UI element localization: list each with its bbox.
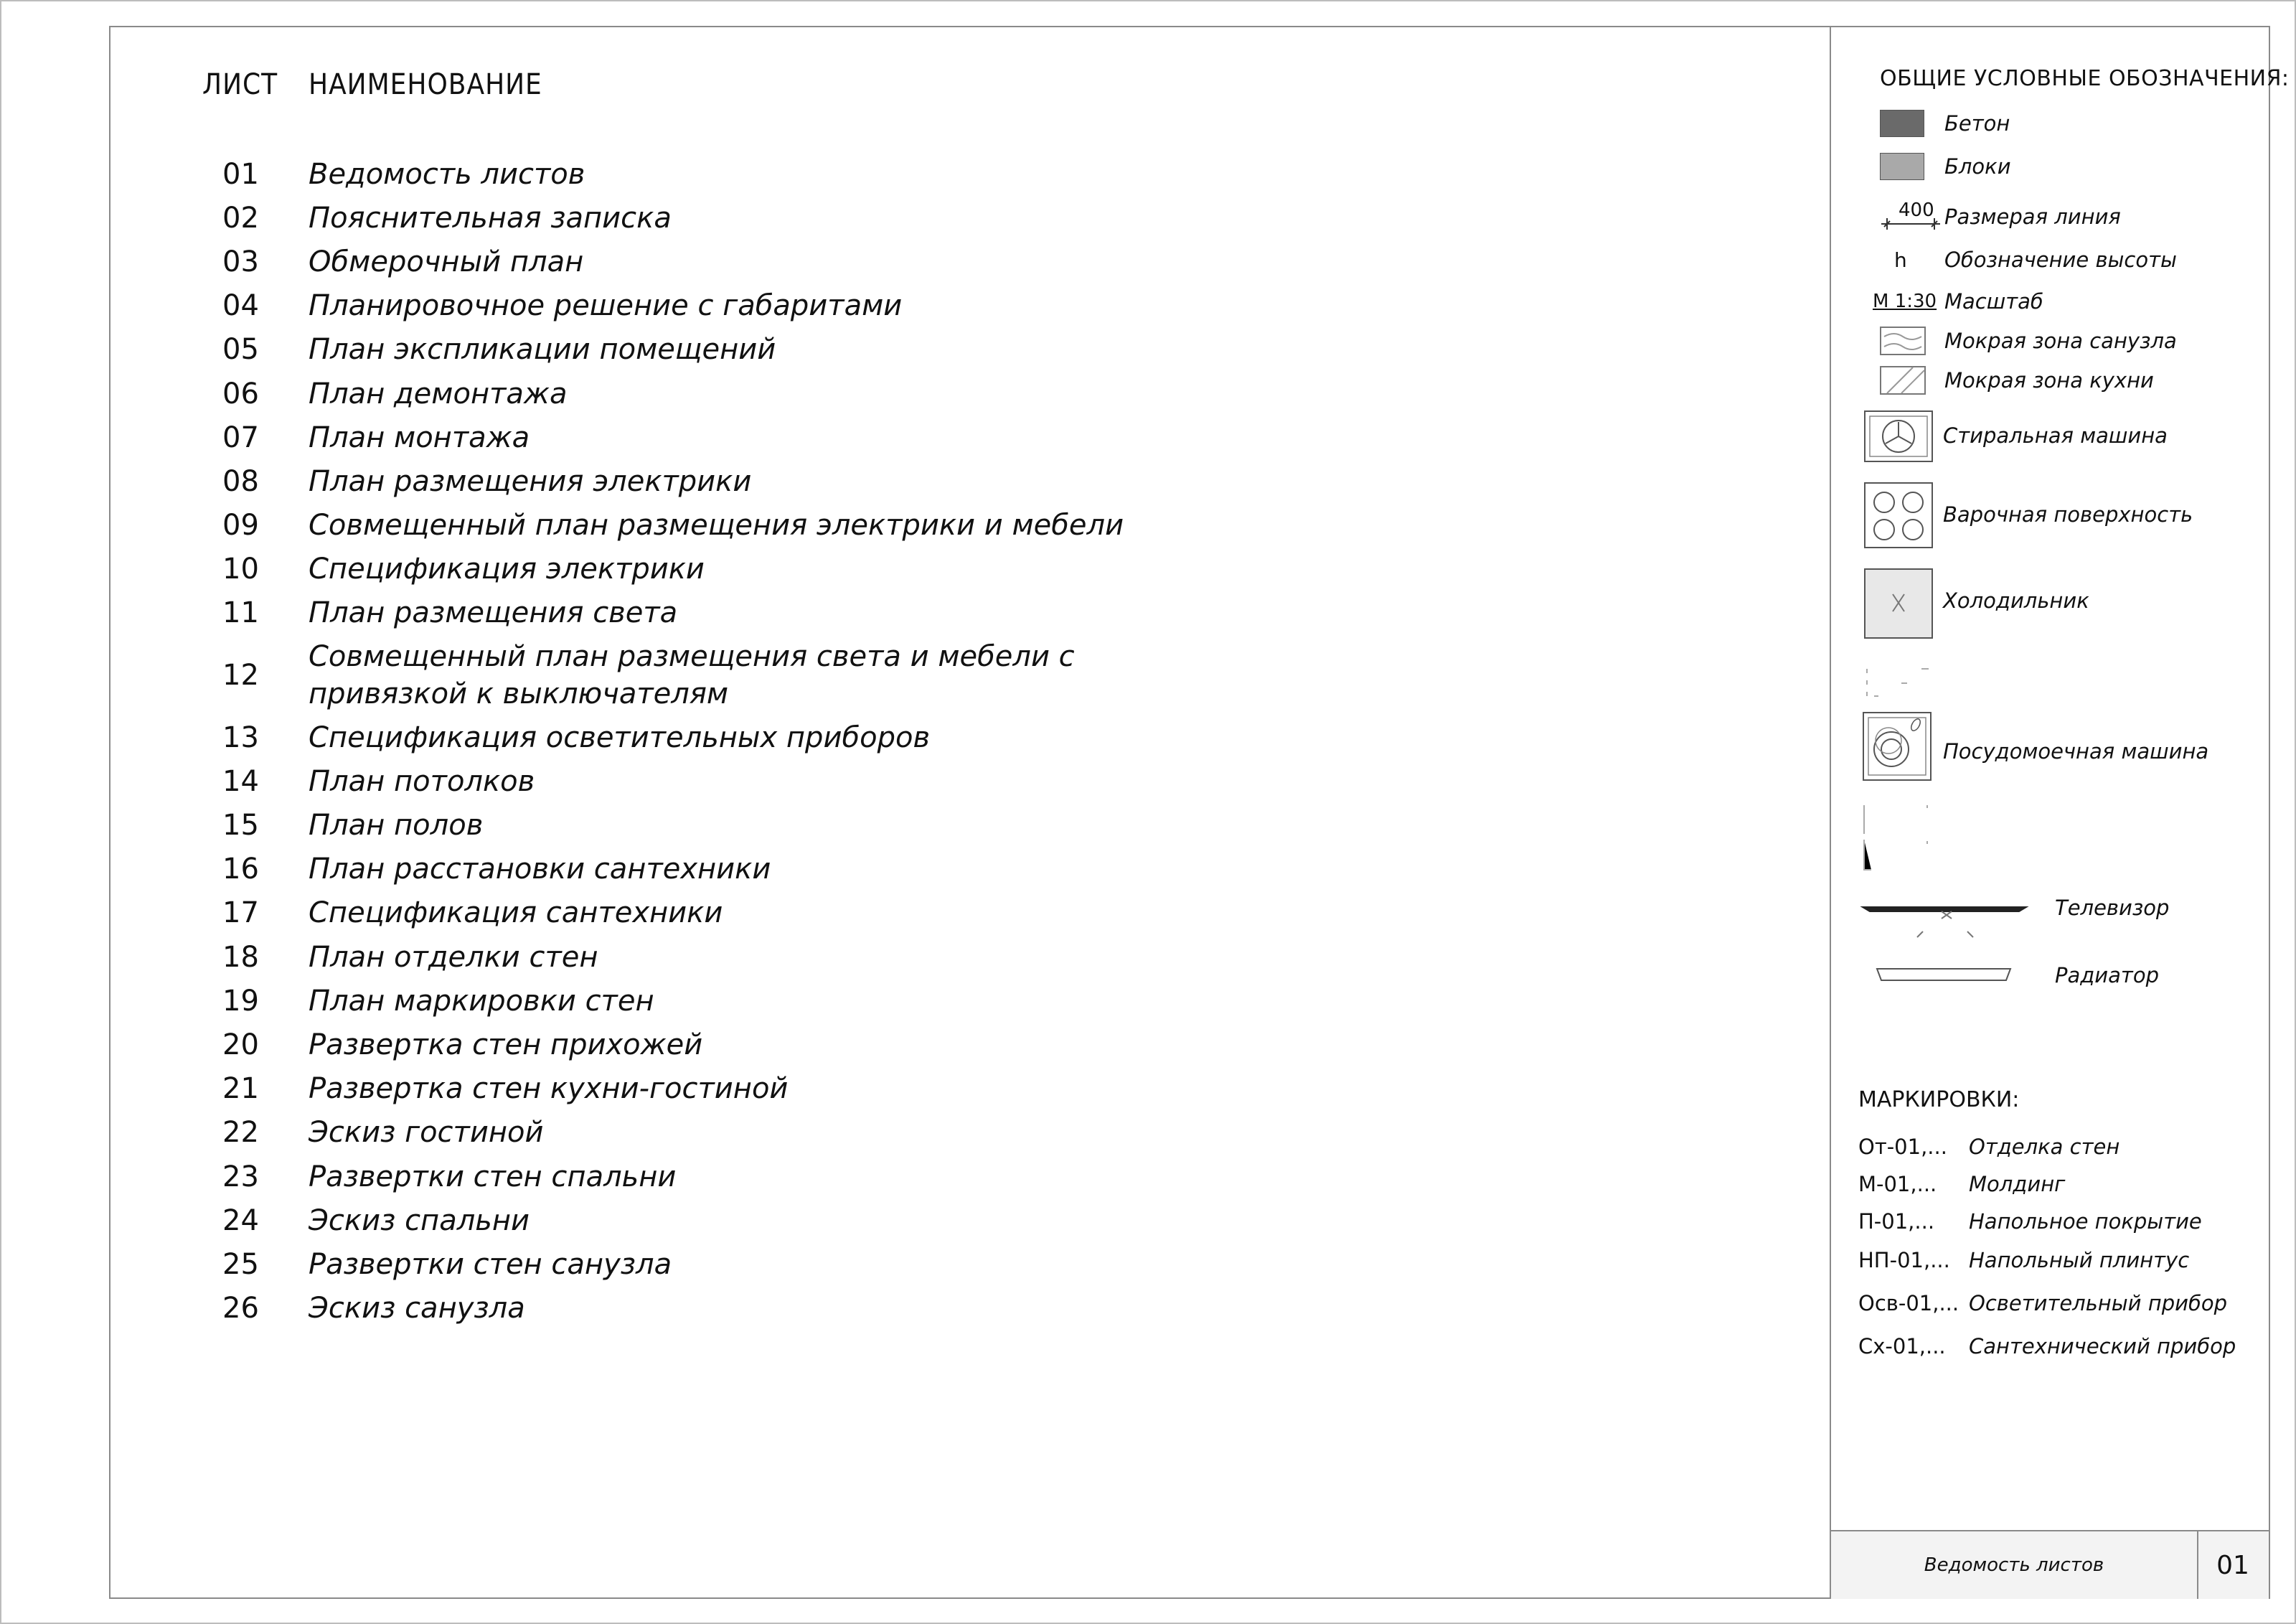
sheet-list-header-number: ЛИСТ: [202, 68, 278, 101]
sheet-name: Развертка стен прихожей: [309, 1028, 703, 1061]
legend-label: Радиатор: [2055, 963, 2159, 987]
marking-code: Осв-01,...: [1858, 1291, 1959, 1315]
blocks-swatch: [1880, 153, 1924, 180]
legend-title: ОБЩИЕ УСЛОВНЫЕ ОБОЗНАЧЕНИЯ:: [1880, 66, 2290, 91]
sheet-list-row: [202, 1155, 1135, 1198]
hob-icon: [1864, 482, 1933, 548]
sheet-list-row: [202, 284, 1135, 328]
sheet-name: Спецификация электрики: [309, 553, 705, 586]
title-block-sheet-name: Ведомость листов: [1924, 1554, 2104, 1576]
sheet-list-row: [202, 803, 1135, 847]
marking-row: [1858, 1207, 2202, 1236]
sheet-list-row: [202, 635, 1135, 715]
sheet-name: Эскиз гостиной: [309, 1116, 544, 1150]
sheet-list-row: [202, 152, 1135, 196]
sheet-number: 14: [222, 764, 259, 798]
radiator-icon: [1874, 966, 2015, 987]
washing-machine-icon: [1864, 410, 1933, 462]
sheet-list-row: [202, 1023, 1135, 1066]
sheet-name: Спецификация осветительных приборов: [309, 721, 931, 754]
marking-row: [1858, 1332, 2236, 1361]
sheet-list-row: [202, 416, 1135, 459]
sheet-name: Спецификация сантехники: [309, 896, 723, 930]
sheet-list-row: [202, 1287, 1135, 1330]
sheet-name: Развертки стен спальни: [309, 1160, 677, 1193]
tv-icon: [1860, 897, 2029, 940]
dimension-value: 400: [1899, 200, 1934, 221]
title-block-sheet-number: 01: [2216, 1550, 2249, 1580]
marking-code: От-01,...: [1858, 1135, 1947, 1159]
height-symbol: h: [1894, 248, 1907, 272]
sheet-name: Эскиз спальни: [309, 1203, 530, 1237]
sheet-number: 12: [222, 659, 259, 693]
sheet-number: 06: [222, 377, 259, 410]
sheet-number: 02: [222, 201, 259, 235]
sheet-list-row: [202, 979, 1135, 1023]
marking-label: Напольное покрытие: [1969, 1209, 2202, 1234]
sheet-number: 25: [222, 1247, 259, 1281]
marking-label: Сантехнический прибор: [1969, 1334, 2236, 1358]
concrete-swatch: [1880, 110, 1924, 137]
sheet-name: План демонтажа: [309, 377, 568, 410]
sheet-number: 20: [222, 1028, 259, 1061]
legend-label: Мокрая зона санузла: [1944, 329, 2177, 353]
legend-item-wet-bathroom: [1880, 327, 2177, 355]
sheet-list-row: [202, 1242, 1135, 1286]
legend-item-concrete: [1880, 109, 2010, 138]
sheet-number: 21: [222, 1072, 259, 1106]
sheet-name: Совмещенный план размещения света и мебели с привязкой к выключателям: [309, 640, 1075, 711]
legend-divider: [1830, 26, 1831, 1597]
sheet-number: 07: [222, 421, 259, 454]
sheet-number: 23: [222, 1160, 259, 1193]
sheet-list-row: [202, 591, 1135, 635]
marking-code: Сх-01,...: [1858, 1334, 1946, 1358]
legend-item-height: [1880, 245, 2177, 274]
sheet-name: План расстановки сантехники: [309, 853, 771, 886]
sheet-name: План отделки стен: [309, 940, 598, 974]
sheet-name: План экспликации помещений: [309, 333, 776, 367]
sheet-list-row: [202, 891, 1135, 935]
legend-item-scale: [1873, 287, 2043, 316]
legend-label: Блоки: [1944, 154, 2011, 179]
marking-row: [1858, 1289, 2227, 1318]
legend-label: Холодильник: [1943, 588, 2089, 613]
sheet-list-row: [202, 848, 1135, 891]
legend-label: Размерая линия: [1944, 205, 2121, 229]
sheet-list-row: [202, 459, 1135, 503]
marking-label: Молдинг: [1969, 1172, 2066, 1196]
legend-label: Стиральная машина: [1943, 423, 2168, 448]
sheet-name: Ведомость листов: [309, 157, 585, 191]
marking-row: [1858, 1170, 2065, 1198]
sheet-list-row: [202, 372, 1135, 416]
marking-code: НП-01,...: [1858, 1248, 1950, 1272]
sheet-name: Эскиз санузла: [309, 1292, 525, 1325]
sheet-number: 22: [222, 1116, 259, 1150]
sheet-number: 19: [222, 984, 259, 1018]
sheet-number: 26: [222, 1292, 259, 1325]
sheet-number: 04: [222, 289, 259, 323]
sheet-list-row: [202, 548, 1135, 591]
sheet-number: 24: [222, 1203, 259, 1237]
legend-label: Обозначение высоты: [1944, 248, 2177, 272]
sheet-list-row: [202, 196, 1135, 240]
marking-label: Осветительный прибор: [1969, 1291, 2227, 1315]
sheet-name: План потолков: [309, 764, 535, 798]
marking-label: Напольный плинтус: [1969, 1248, 2190, 1272]
wet-kitchen-hatch-icon: [1880, 366, 1926, 395]
sheet-number: 03: [222, 245, 259, 278]
marking-row: [1858, 1132, 2119, 1161]
marking-row: [1858, 1246, 2189, 1275]
sheet-list-row: [202, 935, 1135, 979]
sheet-number: 18: [222, 940, 259, 974]
legend-label: Бетон: [1944, 111, 2010, 136]
sheet-name: Пояснительная записка: [309, 201, 672, 235]
title-block: [1831, 1530, 2269, 1599]
sheet-number: 11: [222, 596, 259, 630]
sheet-name: Совмещенный план размещения электрики и мебели: [309, 509, 1124, 543]
legend-label: Телевизор: [2055, 896, 2170, 920]
marking-label: Отделка стен: [1969, 1135, 2120, 1159]
sheet-name: План размещения электрики: [309, 464, 752, 498]
sheet-number: 16: [222, 853, 259, 886]
sheet-list-row: [202, 1111, 1135, 1155]
sheet-list-header-name: НАИМЕНОВАНИЕ: [309, 68, 542, 101]
sheet-list-row: [202, 759, 1135, 803]
sheet-number: 08: [222, 464, 259, 498]
marking-code: М-01,...: [1858, 1172, 1937, 1196]
sheet-name: Планировочное решение с габаритами: [309, 289, 903, 323]
sheet-number: 15: [222, 809, 259, 842]
sheet-name: План маркировки стен: [309, 984, 654, 1018]
legend-item-wet-kitchen: [1880, 366, 2154, 395]
legend-label: Варочная поверхность: [1943, 502, 2193, 527]
sheet-list-row: [202, 1198, 1135, 1242]
dishwasher-icon: [1863, 712, 1933, 877]
sheet-list: [202, 152, 1135, 1330]
legend-item-blocks: [1880, 152, 2011, 181]
legend-item-dimension: [1880, 202, 2121, 231]
sheet-number: 09: [222, 509, 259, 543]
sheet-name: План полов: [309, 809, 484, 842]
scale-symbol: М 1:30: [1873, 291, 1937, 312]
sheet-number: 05: [222, 333, 259, 367]
legend-label: Масштаб: [1944, 289, 2043, 314]
sheet-name: Развертка стен кухни-гостиной: [309, 1072, 789, 1106]
sheet-name: Обмерочный план: [309, 245, 584, 278]
sheet-list-row: [202, 1067, 1135, 1111]
sheet-name: Развертки стен санузла: [309, 1247, 672, 1281]
markings-title: МАРКИРОВКИ:: [1858, 1087, 2020, 1112]
sheet-number: 10: [222, 553, 259, 586]
sheet-list-row: [202, 328, 1135, 372]
sheet-number: 17: [222, 896, 259, 930]
legend-label: Мокрая зона кухни: [1944, 368, 2154, 393]
sheet-name: План монтажа: [309, 421, 530, 454]
sheet-list-row: [202, 504, 1135, 548]
sheet-list-row: [202, 240, 1135, 283]
wet-bathroom-hatch-icon: [1880, 327, 1926, 355]
sheet-list-row: [202, 715, 1135, 759]
sheet-number: 01: [222, 157, 259, 191]
fridge-icon: [1864, 568, 1933, 705]
sheet-number: 13: [222, 721, 259, 754]
legend-label: Посудомоечная машина: [1943, 739, 2209, 764]
marking-code: П-01,...: [1858, 1209, 1935, 1234]
sheet-name: План размещения света: [309, 596, 678, 630]
